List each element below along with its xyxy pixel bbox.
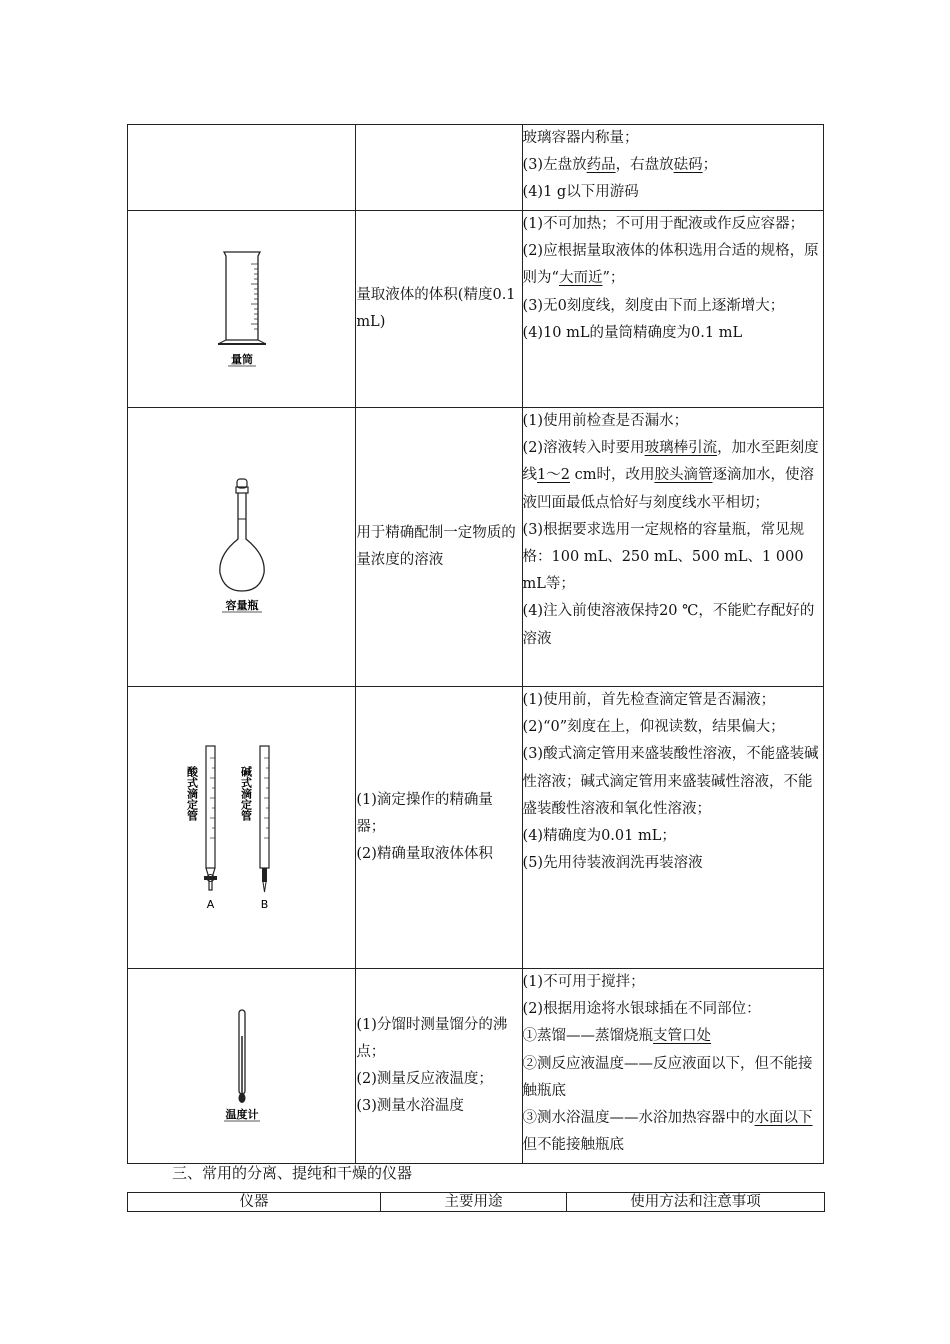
notes-cell — [522, 211, 823, 408]
note-line: (4)10 mL的量筒精确度为0.1 mL — [522, 324, 743, 341]
note-line: (1)不可用于搅拌； — [522, 974, 645, 990]
note-line: ①蒸馏——蒸馏烧瓶支管口处 — [522, 1028, 712, 1045]
table-row — [128, 687, 824, 969]
column-header: 仪器 — [128, 1193, 381, 1212]
use-cell — [356, 125, 522, 211]
column-header: 主要用途 — [381, 1193, 567, 1212]
use-cell — [356, 687, 522, 969]
note-line: (2)溶液转入时要用玻璃棒引流，加水至距刻度线1～2 cm时，改用胶头滴管逐滴加水，使溶液凹面最低点恰好与刻度线水平相切； — [522, 440, 819, 511]
use-line: (2)精确量取液体体积 — [356, 846, 493, 862]
instrument-table — [127, 124, 824, 1164]
column-header: 使用方法和注意事项 — [567, 1193, 825, 1212]
instrument-cell — [128, 211, 356, 408]
note-line: (5)先用待装液润洗再装溶液 — [522, 855, 703, 872]
notes-cell — [522, 408, 823, 687]
use-line: (1)滴定操作的精确量器； — [356, 792, 493, 835]
note-line: (1)使用前检查是否漏水； — [522, 413, 689, 429]
underlined-text: 玻璃棒引流 — [644, 440, 718, 457]
underlined-text: 水面以下 — [754, 1110, 813, 1127]
note-line: (3)根据要求选用一定规格的容量瓶，常见规格：100 mL、250 mL、500 mL、1 000 mL等； — [522, 521, 805, 593]
instrument-label: 容量瓶 — [225, 599, 259, 612]
instrument-cell — [128, 408, 356, 687]
section-title: 三、常用的分离、提纯和干燥的仪器 — [172, 1164, 413, 1182]
burettes-icon — [182, 738, 302, 918]
underlined-text: 1～2 — [537, 467, 570, 484]
use-cell: 用于精确配制一定物质的量浓度的溶液 — [356, 408, 522, 687]
note-line: (1)不可加热；不可用于配液或作反应容器； — [522, 216, 805, 232]
instrument-cell — [128, 969, 356, 1164]
note-line: (1)使用前，首先检查滴定管是否漏液； — [522, 692, 776, 708]
use-line: (1)分馏时测量馏分的沸点； — [356, 1017, 508, 1060]
use-cell: 量取液体的体积(精度0.1 mL) — [356, 211, 522, 408]
underlined-text: 药品 — [586, 157, 616, 174]
separation-table-header — [127, 1192, 825, 1212]
note-line: (4)精确度为0.01 mL； — [522, 828, 676, 845]
acid-burette-label: 酸式滴定管 — [185, 765, 199, 821]
note-line: (2)根据用途将水银球插在不同部位： — [522, 1001, 761, 1018]
note-line: (3)酸式滴定管用来盛装酸性溶液，不能盛装碱性溶液；碱式滴定管用来盛装碱性溶液，不能盛装酸性溶液和氧化性溶液； — [522, 746, 819, 817]
table-row — [128, 969, 824, 1164]
instrument-cell — [128, 687, 356, 969]
instrument-label: 温度计 — [225, 1108, 259, 1121]
underlined-text: 砝码 — [673, 157, 703, 174]
table-row — [128, 408, 824, 687]
note-line: (3)左盘放药品，右盘放砝码； — [522, 157, 718, 174]
burette-a-label: A — [206, 897, 214, 911]
thermometer-icon — [202, 1006, 282, 1126]
note-line: (3)无0刻度线，刻度由下而上逐渐增大； — [522, 297, 785, 314]
note-line: (2)“0”刻度在上，仰视读数，结果偏大； — [522, 719, 785, 736]
graduated-cylinder-icon — [202, 244, 282, 374]
use-line: (2)测量反应液温度； — [356, 1071, 493, 1087]
notes-cell — [522, 969, 823, 1164]
table-header-row — [128, 1193, 825, 1212]
note-line: ③测水浴温度——水浴加热容器中的水面以下但不能接触瓶底 — [522, 1110, 813, 1154]
instrument-cell — [128, 125, 356, 211]
table-row — [128, 125, 824, 211]
base-burette-label: 碱式滴定管 — [239, 765, 253, 821]
notes-cell — [522, 687, 823, 969]
note-line: (4)1 g以下用游码 — [522, 184, 639, 201]
underlined-text: 胶头滴管 — [654, 467, 713, 484]
note-line: (2)应根据量取液体的体积选用合适的规格，原则为“大而近”； — [522, 243, 819, 287]
notes-cell — [522, 125, 823, 211]
instrument-label: 量筒 — [230, 353, 253, 366]
note-line: ②测反应液温度——反应液面以下，但不能接触瓶底 — [522, 1055, 813, 1099]
underlined-text: 支管口处 — [653, 1028, 712, 1045]
table-row — [128, 211, 824, 408]
use-cell — [356, 969, 522, 1164]
note-line: 玻璃容器内称量； — [522, 130, 639, 146]
volumetric-flask-icon — [202, 477, 282, 617]
underlined-text: 大而近 — [558, 270, 603, 287]
use-line: (3)测量水浴温度 — [356, 1098, 464, 1114]
note-line: (4)注入前使溶液保持20 ℃，不能贮存配好的溶液 — [522, 603, 815, 647]
burette-b-label: B — [260, 897, 268, 911]
